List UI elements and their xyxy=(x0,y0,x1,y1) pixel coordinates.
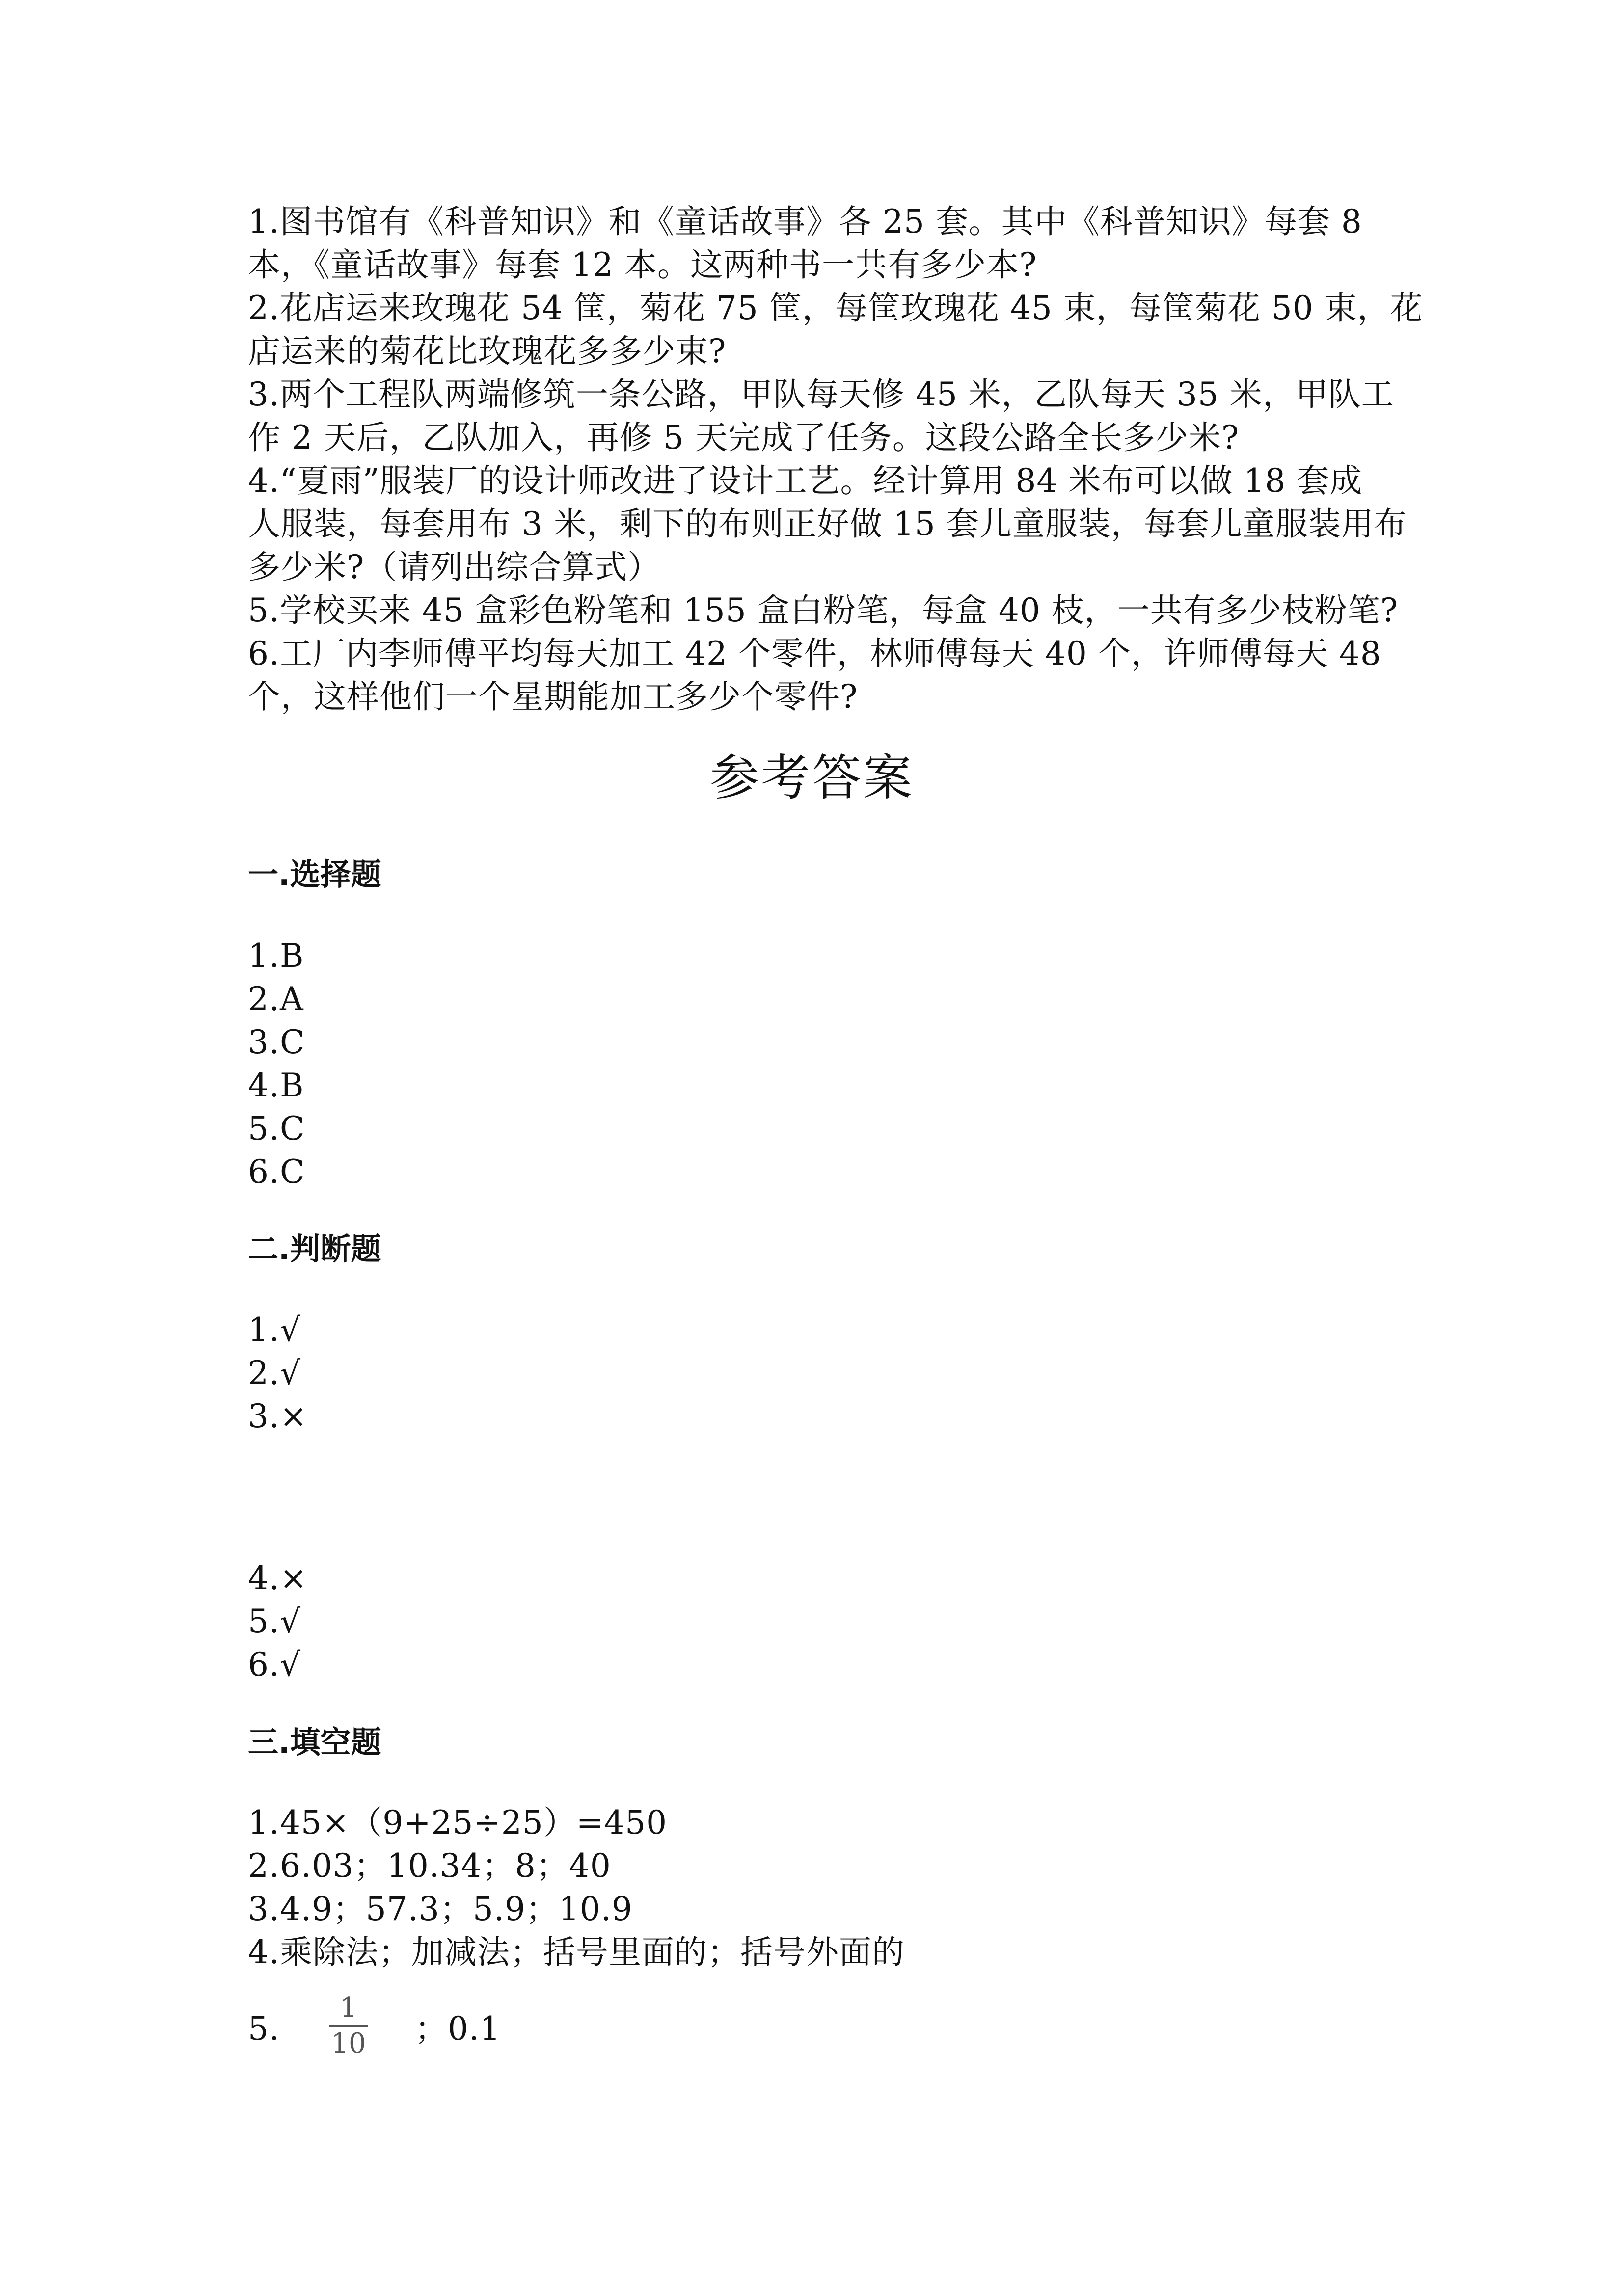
fraction-bar xyxy=(329,2025,368,2027)
problem-4-line-3: 多少米?（请列出综合算式） xyxy=(248,548,661,586)
problem-6-line-1: 6.工厂内李师傅平均每天加工 42 个零件，林师傅每天 40 个，许师傅每天 48 xyxy=(248,635,1381,672)
choice-answer-4: 4.B xyxy=(248,1067,304,1104)
judge-answer-2: 2.√ xyxy=(248,1354,301,1392)
section-heading-choice: 一.选择题 xyxy=(248,856,381,892)
judge-answer-1: 1.√ xyxy=(248,1311,301,1349)
problem-3-line-1: 3.两个工程队两端修筑一条公路，甲队每天修 45 米，乙队每天 35 米，甲队工 xyxy=(248,375,1394,413)
choice-answer-3: 3.C xyxy=(248,1023,305,1061)
judge-answer-3: 3.× xyxy=(248,1397,308,1435)
answer-title: 参考答案 xyxy=(710,749,914,806)
problem-1-line-2: 本，《童话故事》每套 12 本。这两种书一共有多少本? xyxy=(248,246,1037,284)
judge-answer-4: 4.× xyxy=(248,1559,308,1597)
choice-answer-5: 5.C xyxy=(248,1110,305,1148)
choice-answer-6: 6.C xyxy=(248,1153,305,1191)
section-heading-judge: 二.判断题 xyxy=(248,1231,381,1267)
choice-answer-1: 1.B xyxy=(248,937,304,975)
choice-answer-2: 2.A xyxy=(248,980,304,1018)
problem-3-line-2: 作 2 天后，乙队加入，再修 5 天完成了任务。这段公路全长多少米? xyxy=(248,419,1240,456)
problem-1-line-1: 1.图书馆有《科普知识》和《童话故事》各 25 套。其中《科普知识》每套 8 xyxy=(248,203,1362,240)
problem-5-line-1: 5.学校买来 45 盒彩色粉笔和 155 盒白粉笔，每盒 40 枝，一共有多少枝粉笔? xyxy=(248,591,1399,629)
fraction-denominator: 10 xyxy=(331,2028,366,2059)
fraction-numerator: 1 xyxy=(340,1992,357,2024)
fill-answer-5-number: 5. xyxy=(248,2010,280,2048)
fill-answer-5-rest: ；0.1 xyxy=(415,2010,501,2048)
fill-answer-1: 1.45×（9+25÷25）=450 xyxy=(248,1804,668,1842)
fill-answer-4: 4.乘除法；加减法；括号里面的；括号外面的 xyxy=(248,1933,905,1971)
problem-4-line-1: 4.“夏雨”服装厂的设计师改进了设计工艺。经计算用 84 米布可以做 18 套成 xyxy=(248,462,1363,500)
problem-2-line-1: 2.花店运来玫瑰花 54 筐，菊花 75 筐，每筐玫瑰花 45 束，每筐菊花 50 束，花 xyxy=(248,289,1423,327)
problem-2-line-2: 店运来的菊花比玫瑰花多多少束? xyxy=(248,332,727,370)
fill-answer-3: 3.4.9；57.3；5.9；10.9 xyxy=(248,1890,633,1928)
fraction-one-tenth xyxy=(329,1993,368,2059)
judge-answer-5: 5.√ xyxy=(248,1602,301,1640)
problem-6-line-2: 个，这样他们一个星期能加工多少个零件? xyxy=(248,678,858,716)
judge-answer-6: 6.√ xyxy=(248,1646,301,1683)
fill-answer-2: 2.6.03；10.34；8；40 xyxy=(248,1847,611,1885)
problem-4-line-2: 人服装，每套用布 3 米，剩下的布则正好做 15 套儿童服装，每套儿童服装用布 xyxy=(248,505,1407,543)
section-heading-fill: 三.填空题 xyxy=(248,1724,381,1760)
